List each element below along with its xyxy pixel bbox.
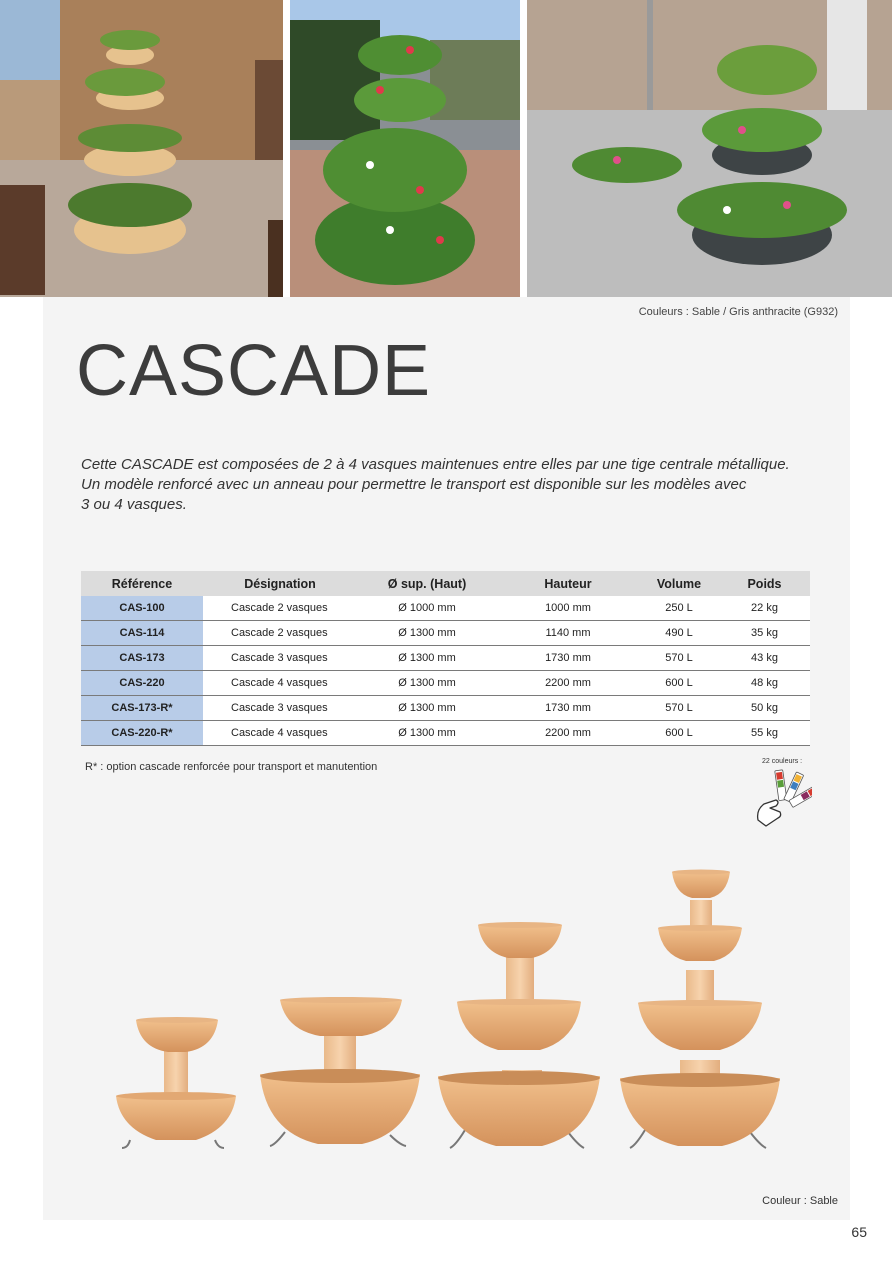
cell-volume: 570 L [639,646,719,671]
header-designation: Désignation [203,571,357,596]
cell-designation: Cascade 2 vasques [203,621,357,646]
table-row [81,721,810,746]
cell-height: 1000 mm [497,596,639,621]
reinforced-option-footnote: R* : option cascade renforcée pour transport et manutention [85,761,378,773]
table-row [81,596,810,621]
cell-diameter: Ø 1000 mm [357,596,497,621]
cell-height: 1730 mm [497,646,639,671]
product-color-note: Couleur : Sable [762,1195,838,1207]
photo-street-cascade-flowers [290,0,520,297]
cell-designation: Cascade 4 vasques [203,671,357,696]
cell-reference: CAS-220-R* [81,721,203,746]
header-volume: Volume [639,571,719,596]
model-4-vasques [620,870,780,1149]
header-reference: Référence [81,571,203,596]
cell-weight: 50 kg [719,696,810,721]
cell-volume: 490 L [639,621,719,646]
page-number: 65 [851,1224,867,1240]
model-2-vasques-large [260,997,420,1146]
cascade-models-illustration [100,860,800,1160]
cell-weight: 22 kg [719,596,810,621]
cell-weight: 43 kg [719,646,810,671]
table-row [81,696,810,721]
cell-height: 2200 mm [497,721,639,746]
cell-weight: 55 kg [719,721,810,746]
color-swatch-fan-icon [752,768,812,830]
cell-weight: 35 kg [719,621,810,646]
cell-volume: 600 L [639,721,719,746]
spec-table [81,571,810,746]
model-2-vasques-small [116,1017,236,1148]
cell-designation: Cascade 4 vasques [203,721,357,746]
colors-note: Couleurs : Sable / Gris anthracite (G932) [638,306,838,318]
cell-reference: CAS-100 [81,596,203,621]
cell-diameter: Ø 1300 mm [357,671,497,696]
cell-reference: CAS-220 [81,671,203,696]
cell-designation: Cascade 3 vasques [203,696,357,721]
header-height: Hauteur [497,571,639,596]
cell-diameter: Ø 1300 mm [357,646,497,671]
color-count-label: 22 couleurs : [762,758,803,765]
photo-plaza-cascade-anthracite [527,0,892,297]
product-description [81,455,841,515]
table-row [81,671,810,696]
cell-reference: CAS-173-R* [81,696,203,721]
page-title: CASCADE [76,331,432,411]
table-row [81,621,810,646]
cell-reference: CAS-114 [81,621,203,646]
cell-volume: 570 L [639,696,719,721]
header-diameter: Ø sup. (Haut) [357,571,497,596]
cell-height: 2200 mm [497,671,639,696]
cell-designation: Cascade 2 vasques [203,596,357,621]
cell-height: 1140 mm [497,621,639,646]
cell-volume: 250 L [639,596,719,621]
description-line-1: Cette CASCADE est composées de 2 à 4 vasques maintenues entre elles par une tige centrale métallique. [81,456,790,473]
photo-church-cascade-sand [0,0,283,297]
table-header-row [81,571,810,596]
description-line-2: Un modèle renforcé avec un anneau pour permettre le transport est disponible sur les modèles avec [81,476,747,493]
description-line-3: 3 ou 4 vasques. [81,496,187,513]
cell-reference: CAS-173 [81,646,203,671]
cell-weight: 48 kg [719,671,810,696]
cell-diameter: Ø 1300 mm [357,621,497,646]
cell-diameter: Ø 1300 mm [357,721,497,746]
table-row [81,646,810,671]
cell-diameter: Ø 1300 mm [357,696,497,721]
cell-designation: Cascade 3 vasques [203,646,357,671]
model-3-vasques [438,922,600,1148]
cell-volume: 600 L [639,671,719,696]
header-weight: Poids [719,571,810,596]
cell-height: 1730 mm [497,696,639,721]
